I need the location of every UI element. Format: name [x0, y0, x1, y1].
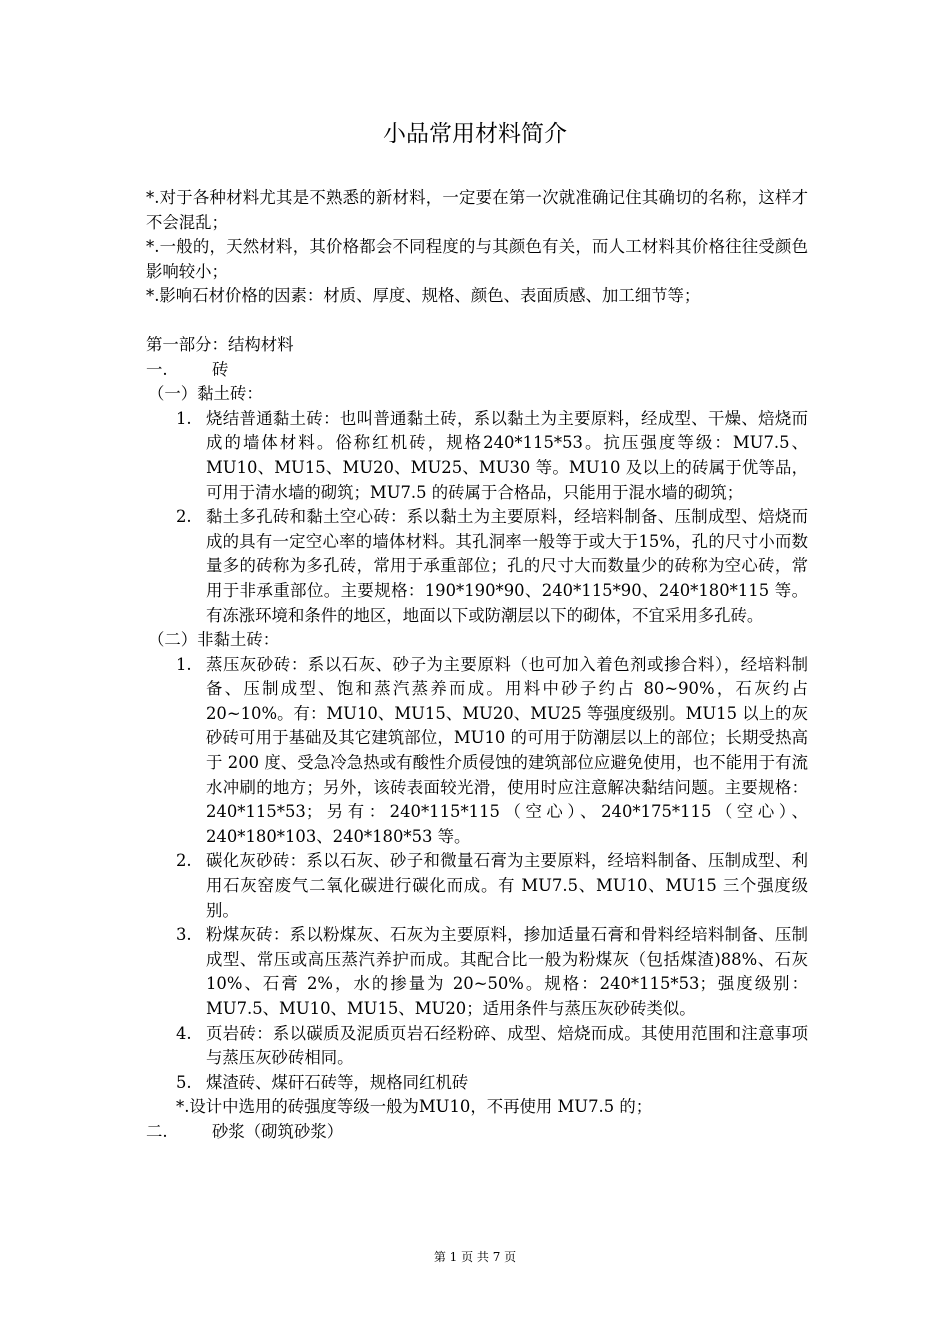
intro-paragraph: *.影响石材价格的因素：材质、厚度、规格、颜色、表面质感、加工细节等； [146, 286, 701, 306]
document-body [146, 186, 808, 1145]
section-number: 一. [146, 359, 168, 379]
list-item-text: 蒸压灰砂砖：系以石灰、砂子为主要原料（也可加入着色剂或掺合料），经培料制备、压制成型、饱和蒸汽蒸养而成。用料中砂子约占 80~90%，石灰约占 20~10%。有：MU10、MU15、MU20、MU25 等强度级别。MU15 以上的灰砂砖可用于基础及其它建筑部位，MU10 的可用于防潮层以上的部位；长期受热高于 200 度、受急冷急热或有酸性介质侵蚀的建筑部位应避免使用，也不能用于有流水冲刷的地方；另外，该砖表面较光滑，使用时应注意解决黏结问题。主要规格：240*115*53；另有：240*115*115（空心）、240*175*115（空心）、240*180*103、240*180*53 等。 [206, 654, 808, 846]
list-item [146, 505, 808, 628]
subsection-heading: （二）非黏土砖： [148, 630, 280, 650]
document-title: 小品常用材料简介 [383, 121, 567, 147]
section-label: 砖 [212, 359, 229, 379]
list-item-number: 2. [176, 851, 192, 871]
list-item-number: 2. [176, 507, 192, 527]
list-item [146, 923, 808, 1021]
part-heading: 第一部分：结构材料 [146, 334, 294, 354]
list-item-text: 烧结普通黏土砖：也叫普通黏土砖，系以黏土为主要原料，经成型、干燥、焙烧而成的墙体材料。俗称红机砖，规格240*115*53。抗压强度等级：MU7.5、MU10、MU15、MU20、MU25、MU30 等。MU10 及以上的砖属于优等品，可用于清水墙的砌筑；MU7.5 的砖属于合格品，只能用于混水墙的砌筑； [206, 408, 808, 502]
list-item [146, 849, 808, 923]
list-item-text: 黏土多孔砖和黏土空心砖：系以黏土为主要原料，经培料制备、压制成型、焙烧而成的具有一定空心率的墙体材料。其孔洞率一般等于或大于15%，孔的尺寸小而数量多的砖称为多孔砖，常用于承重部位；孔的尺寸大而数量少的砖称为空心砖，常用于非承重部位。主要规格：190*190*90、240*115*90、240*180*115 等。有冻涨环境和条件的地区，地面以下或防潮层以下的砌体，不宜采用多孔砖。 [206, 507, 808, 625]
page-footer: 第 1 页 共 7 页 [433, 1250, 517, 1264]
list-item-number: 1. [176, 654, 192, 674]
section-label: 砂浆（砌筑砂浆） [212, 1121, 344, 1141]
subsection-heading: （一）黏土砖： [148, 384, 263, 404]
design-note: *.设计中选用的砖强度等级一般为MU10，不再使用 MU7.5 的； [176, 1097, 653, 1117]
list-item [146, 1022, 808, 1071]
list-item-number: 4. [176, 1023, 192, 1043]
section-heading [146, 358, 808, 383]
list-item [146, 653, 808, 850]
intro-paragraph: *.一般的，天然材料，其价格都会不同程度的与其颜色有关，而人工材料其价格往往受颜色影响较小； [146, 237, 808, 281]
section-heading [146, 1120, 808, 1145]
list-item-number: 5. [176, 1072, 192, 1092]
intro-paragraph: *.对于各种材料尤其是不熟悉的新材料，一定要在第一次就准确记住其确切的名称，这样才不会混乱； [146, 188, 808, 232]
list-item-text: 煤渣砖、煤矸石砖等，规格同红机砖 [206, 1072, 469, 1092]
section-number: 二. [146, 1121, 168, 1141]
numbered-list [146, 653, 808, 1096]
list-item-text: 页岩砖：系以碳质及泥质页岩石经粉碎、成型、焙烧而成。其使用范围和注意事项与蒸压灰砂砖相同。 [206, 1023, 808, 1068]
list-item [146, 407, 808, 505]
list-item [146, 1071, 808, 1096]
list-item-text: 碳化灰砂砖：系以石灰、砂子和微量石膏为主要原料，经培料制备、压制成型、利用石灰窑废气二氧化碳进行碳化而成。有 MU7.5、MU10、MU15 三个强度级别。 [206, 851, 808, 920]
numbered-list [146, 407, 808, 628]
list-item-text: 粉煤灰砖：系以粉煤灰、石灰为主要原料，掺加适量石膏和骨料经培料制备、压制成型、常压或高压蒸汽养护而成。其配合比一般为粉煤灰（包括煤渣)88%、石灰 10%、石膏 2%，水的掺量为 20~50%。规格：240*115*53；强度级别：MU7.5、MU10、MU15、MU20；适用条件与蒸压灰砂砖类似。 [206, 925, 808, 1018]
list-item-number: 3. [176, 925, 192, 945]
list-item-number: 1. [176, 408, 192, 428]
